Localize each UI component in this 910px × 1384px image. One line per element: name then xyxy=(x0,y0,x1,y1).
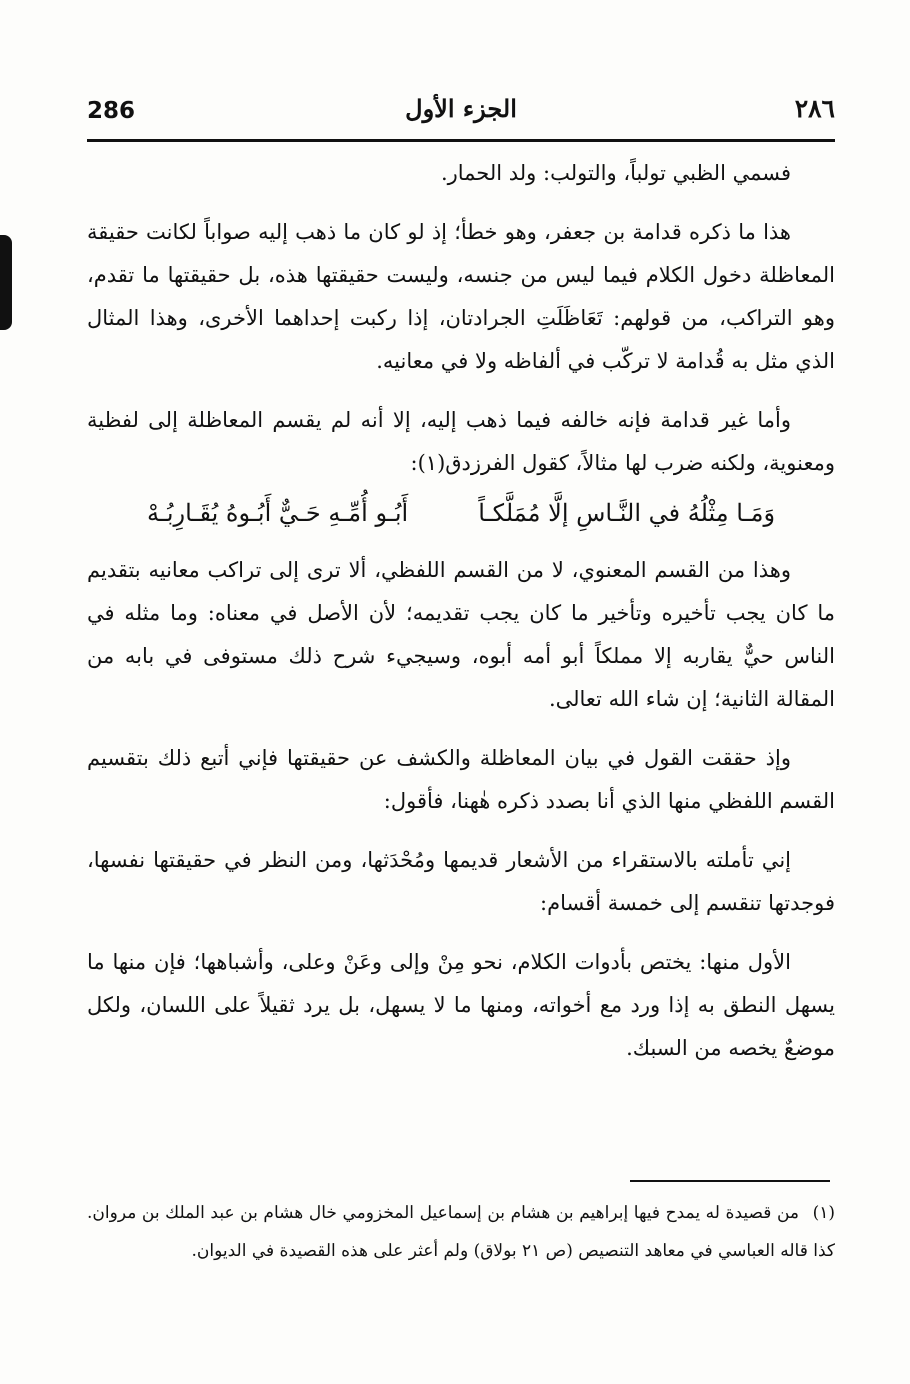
paragraph: إني تأملته بالاستقراء من الأشعار قديمها ومُحْدَثها، ومن النظر في حقيقتها نفسها، فوجدتها تنقسم إلى خمسة أقسام: xyxy=(87,848,835,915)
scan-edge-mark xyxy=(0,235,12,330)
main-text xyxy=(87,152,835,1086)
verse-second-hemistich: أَبُـو أُمِّـهِ حَـيٌّ أَبُـوهُ يُقَـارِبُـهْ xyxy=(146,499,409,527)
paragraph: الأول منها: يختص بأدوات الكلام، نحو مِنْ وإلى وعَنْ وعلى، وأشباهها؛ فإن منها ما يسهل النطق به إذا ورد مع أخواته، ومنها ما لا يسهل، بل يرد ثقيلاً على اللسان، ولكل موضعٌ يخصه من السبك. xyxy=(87,950,835,1060)
paragraph: فسمي الظبي تولباً، والتولب: ولد الحمار. xyxy=(440,161,791,185)
running-title: الجزء الأول xyxy=(405,94,517,123)
verse-first-hemistich: وَمَـا مِثْلُهُ في النَّـاسِ إلَّا مُمَلَّكـاً xyxy=(478,499,776,527)
footnote xyxy=(87,1194,835,1270)
footnote-text: من قصيدة له يمدح فيها إبراهيم بن هشام بن إسماعيل المخزومي خال هشام بن عبد الملك بن مروان. كذا قاله العباسي في معاهد التنصيص (ص ٢١ بولاق) ولم أعثر على هذه القصيدة في الديوان. xyxy=(87,1203,835,1261)
paragraph: وأما غير قدامة فإنه خالفه فيما ذهب إليه، إلا أنه لم يقسم المعاظلة إلى لفظية ومعنوية، ولكنه ضرب لها مثالاً، كقول الفرزدق(١): xyxy=(87,408,835,475)
paragraph: وإذ حققت القول في بيان المعاظلة والكشف عن حقيقتها فإني أتبع ذلك بتقسيم القسم اللفظي منها الذي أنا بصدد ذكره هٰهنا، فأقول: xyxy=(87,746,835,813)
footnote-marker: (١) xyxy=(812,1203,836,1223)
paragraph: هذا ما ذكره قدامة بن جعفر، وهو خطأ؛ إذ لو كان ما ذهب إليه صواباً لكانت حقيقة المعاظلة دخول الكلام فيما ليس من جنسه، وليست حقيقتها هذه، بل حقيقتها ما تقدم، وهو التراكب، من قولهم: تَعَاظَلَتِ الجرادتان، إذا ركبت إحداهما الأخرى، وهذا المثال الذي مثل به قُدامة لا تركّب في ألفاظه ولا في معانيه. xyxy=(87,220,835,373)
footnote-rule xyxy=(630,1180,830,1182)
page-number-arabic: ٢٨٦ xyxy=(794,94,835,123)
page-number-latin: 286 xyxy=(87,98,136,124)
header-rule xyxy=(87,139,835,142)
paragraph: وهذا من القسم المعنوي، لا من القسم اللفظي، ألا ترى إلى تراكب معانيه بتقديم ما كان يجب تأخيره وتأخير ما كان يجب تقديمه؛ لأن الأصل في معناه: وما مثله في الناس حيٌّ يقاربه إلا مملكاً أبو أمه أبوه، وسيجيء شرح ذلك مستوفى في بابه من المقالة الثانية؛ إن شاء الله تعالى. xyxy=(87,558,835,711)
poem-verse xyxy=(87,489,835,537)
page-header xyxy=(87,94,835,134)
